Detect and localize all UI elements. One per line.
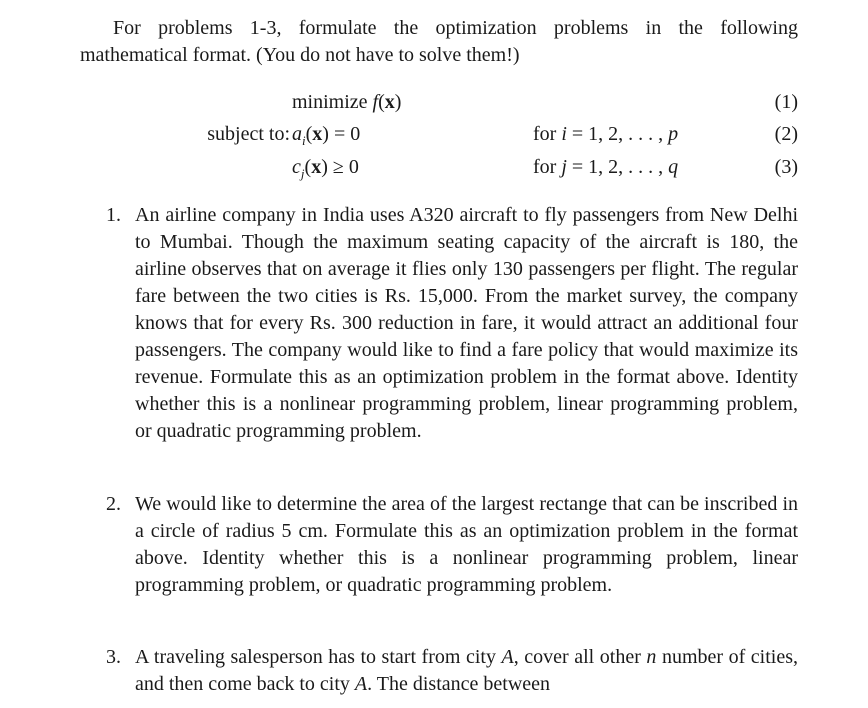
inequality-relation: ≥ 0 [327, 156, 359, 178]
intro-paragraph: For problems 1-3, formulate the optimization problems in the following mathematical format. (You do not have to solve them!) [80, 17, 798, 66]
equality-index-range: = 1, 2, . . . , [566, 123, 669, 145]
inequality-subscript: j [300, 166, 305, 181]
problem-2-number: 2. [106, 493, 121, 515]
objective-argument: x [384, 91, 395, 113]
problem-3 [106, 644, 798, 698]
problem-1-number: 1. [106, 204, 121, 226]
formulation-row-equality [0, 121, 868, 151]
equation-number-3: (3) [774, 156, 798, 178]
problem-1-text: An airline company in India uses A320 aircraft to fly passengers from New Delhi to Mumbai. Though the maximum seating capacity of the aircraft is 180, the airline observes that on average it flies only 130 passengers per flight. The regular fare between the two cities is Rs. 15,000. From the market survey, the company knows that for every Rs. 300 reduction in fare, it would attract an additional four passengers. The company would like to find a fare policy that would maximize its revenue. Formulate this as an optimization problem in the format above. Identity whether this is a nonlinear programming problem, linear programming problem, or quadratic programming problem. [135, 204, 798, 442]
problem-3-city-var: A [501, 646, 514, 668]
formulation-row-objective [0, 89, 868, 119]
equality-function: a [292, 123, 302, 145]
problem-3-text-part-d: . The distance between [367, 673, 551, 695]
problem-2-text: We would like to determine the area of the largest rectange that can be inscribed in a circle of radius 5 cm. Formulate this as an optimization problem in the format above. Identity whether this is a nonlinear programming problem, linear programming problem, or quadratic programming problem. [135, 493, 798, 596]
objective-function: f [372, 91, 379, 113]
problem-3-text-part-a: A traveling salesperson has to start from city [135, 646, 502, 668]
inequality-condition [533, 154, 678, 181]
equality-index-end: p [668, 123, 679, 145]
problem-3-text [135, 644, 798, 698]
equality-condition-word: for [533, 123, 557, 145]
equality-argument: x [312, 123, 323, 145]
inequality-function: c [292, 156, 301, 178]
problem-3-text-part-c: number of cities, and then come back to city [135, 646, 799, 695]
equation-number-1: (1) [774, 91, 798, 113]
objective-keyword: minimize [292, 91, 368, 113]
problem-3-n-var: n [646, 646, 657, 668]
problem-3-city-var-return: A [354, 673, 368, 695]
objective-expression: minimize f(x) [292, 91, 402, 113]
formulation-row-inequality [0, 154, 868, 184]
inequality-condition-word: for [533, 156, 557, 178]
inequality-argument: x [311, 156, 322, 178]
equality-constraint: $a_i(x) = 0$ [292, 123, 361, 148]
equality-subscript: i [302, 133, 306, 148]
problem-2 [106, 491, 798, 599]
inequality-constraint: $c_j(x) \ge 0$ [292, 156, 359, 181]
equality-index-variable: i [561, 123, 567, 145]
problem-3-number: 3. [106, 646, 121, 668]
problem-3-text-part-b: , cover all other [513, 646, 647, 668]
inequality-index-end: q [668, 156, 679, 178]
problem-1 [106, 202, 798, 445]
equality-relation: = 0 [328, 123, 361, 145]
inequality-index-variable: j [561, 156, 567, 178]
equation-number-2: (2) [774, 123, 798, 145]
inequality-index-range: = 1, 2, . . . , [566, 156, 669, 178]
equality-condition [533, 121, 678, 148]
subject-to-label: subject to: [207, 123, 290, 145]
